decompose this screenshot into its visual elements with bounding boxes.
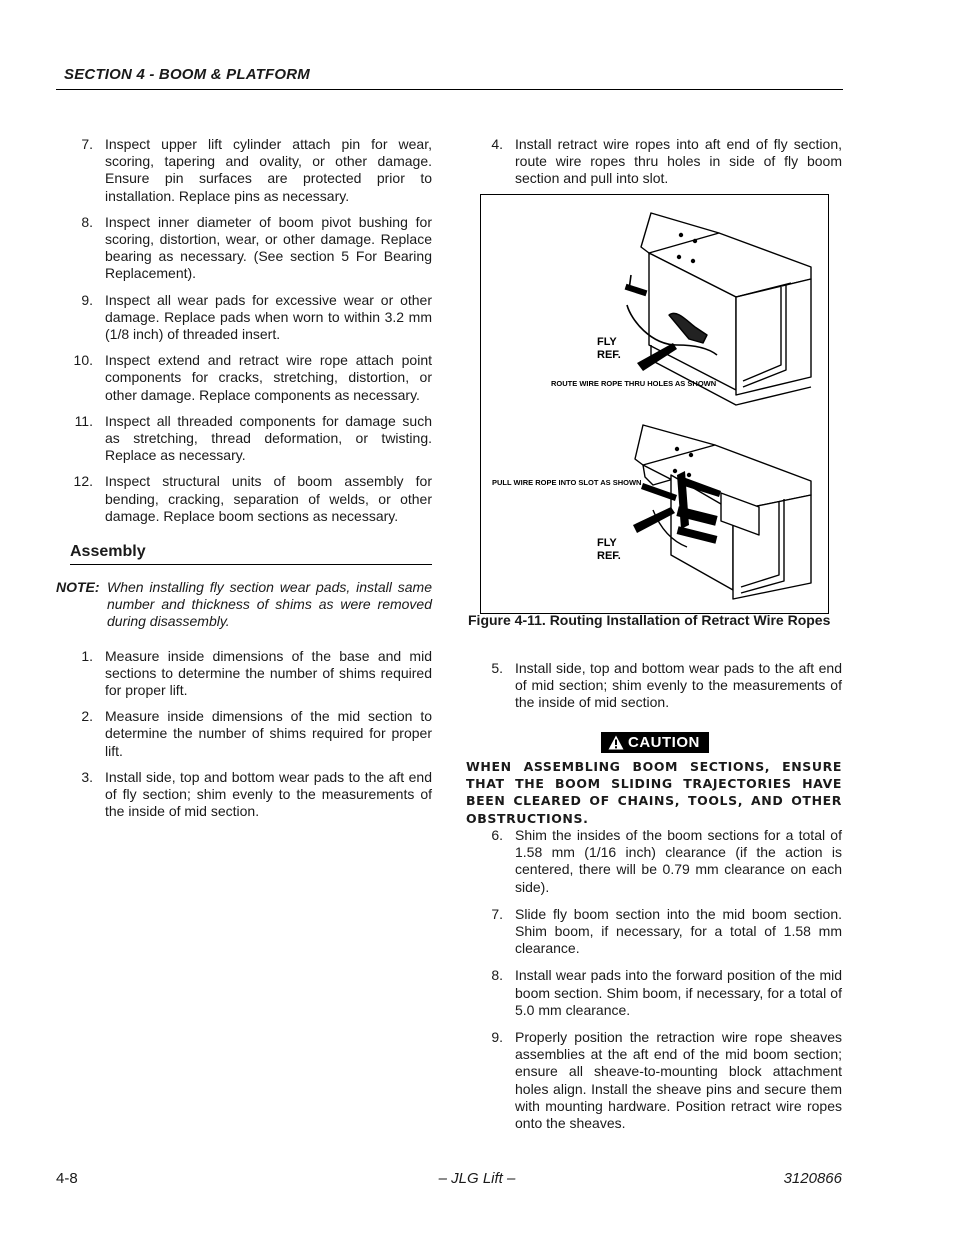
step-text: Install retract wire ropes into aft end of fly section, route wire ropes thru holes in side of fly boom section and pull into slot. bbox=[515, 136, 842, 187]
step-number: 3. bbox=[81, 768, 93, 785]
note-text: When installing fly section wear pads, install same number and thickness of shims as were removed during disassembly. bbox=[107, 579, 432, 630]
step-number: 9. bbox=[491, 1029, 503, 1046]
right-column-step5 bbox=[476, 660, 842, 712]
footer-page-number: 4-8 bbox=[56, 1170, 78, 1187]
step-text: Measure inside dimensions of the base and mid sections to determine the number of shims required for proper lift. bbox=[105, 647, 432, 699]
label-route: ROUTE WIRE ROPE THRU HOLES AS SHOWN bbox=[551, 379, 717, 388]
caution-badge-wrap bbox=[601, 732, 709, 755]
right-column-top bbox=[476, 136, 842, 188]
step-number: 4. bbox=[491, 136, 503, 152]
caution-badge bbox=[601, 732, 709, 753]
caution-text: WHEN ASSEMBLING BOOM SECTIONS, ENSURE THAT THE BOOM SLIDING TRAJECTORIES HAVE BEEN CLEARED OF CHAINS, TOOLS, AND OTHER OBSTRUCTIONS. bbox=[466, 759, 842, 826]
list-item bbox=[66, 352, 432, 404]
step-text: Inspect all threaded components for damage such as stretching, thread deformation, or twisting. Replace as necessary. bbox=[105, 412, 432, 464]
footer-center-text: – JLG Lift – bbox=[438, 1170, 516, 1187]
label-fly-ref-2a: FLY bbox=[597, 537, 617, 549]
right-column-bottom bbox=[476, 827, 842, 1132]
list-item bbox=[476, 660, 842, 712]
step-text: Inspect structural units of boom assembly for bending, cracking, separation of welds, or other damage. Replace boom sections as necessary. bbox=[105, 473, 432, 524]
step-number: 8. bbox=[81, 213, 93, 230]
step-text: Install wear pads into the forward position of the mid boom section. Shim boom, if necessary, for a total of 5.0 mm clearance. bbox=[515, 967, 842, 1018]
list-item bbox=[66, 214, 432, 283]
figure-caption: Figure 4-11. Routing Installation of Retract Wire Ropes bbox=[468, 612, 831, 628]
list-item bbox=[66, 769, 432, 821]
list-item bbox=[476, 827, 842, 896]
step-number: 6. bbox=[491, 827, 503, 843]
upper-rope-end bbox=[625, 284, 648, 297]
label-fly-ref-2b: REF. bbox=[597, 550, 621, 562]
boom-illustration bbox=[481, 195, 828, 613]
note bbox=[56, 579, 432, 631]
list-item bbox=[66, 708, 432, 760]
step-number: 8. bbox=[491, 967, 503, 984]
step-number: 7. bbox=[491, 905, 503, 922]
step-number: 1. bbox=[81, 647, 93, 664]
step-number: 2. bbox=[81, 708, 93, 725]
page-header-title: SECTION 4 - BOOM & PLATFORM bbox=[64, 66, 310, 83]
step-number: 12. bbox=[73, 473, 93, 490]
step-text: Inspect inner diameter of boom pivot bushing for scoring, distortion, wear, or other damage. Replace bearing as necessary. (See section 5 For Bearing Replacement). bbox=[105, 213, 432, 282]
step-text: Inspect extend and retract wire rope attach point components for cracks, stretching, distortion, or other damage. Replace components as necessary. bbox=[105, 352, 432, 403]
list-item bbox=[476, 1029, 842, 1132]
step-text: Inspect upper lift cylinder attach pin for wear, scoring, tapering and ovality, or other damage. Ensure pin surfaces are protected prior to installation. Replace pins as necessary. bbox=[105, 136, 432, 204]
note-label: NOTE: bbox=[56, 579, 100, 596]
list-item bbox=[476, 136, 842, 188]
upper-box-front bbox=[736, 279, 811, 395]
list-item bbox=[66, 648, 432, 700]
step-text: Install side, top and bottom wear pads to the aft end of fly section; shim evenly to the measurements of the inside of mid section. bbox=[105, 768, 432, 820]
step-number: 10. bbox=[73, 352, 93, 369]
step-text: Measure inside dimensions of the mid section to determine the number of shims required for proper lift. bbox=[105, 708, 432, 759]
step-number: 9. bbox=[81, 291, 93, 308]
list-item bbox=[476, 967, 842, 1019]
label-fly-ref-1a: FLY bbox=[597, 336, 617, 348]
label-fly-ref-1b: REF. bbox=[597, 349, 621, 361]
step-text: Shim the insides of the boom sections for a total of 1.58 mm (1/16 inch) clearance (if the action is centered, there will be 0.79 mm clearance on each side). bbox=[515, 827, 842, 895]
label-pull: PULL WIRE ROPE INTO SLOT AS SHOWN bbox=[492, 478, 642, 487]
assembly-heading: Assembly bbox=[70, 543, 432, 565]
step-text: Inspect all wear pads for excessive wear or other damage. Replace pads when worn to within 3.2 mm (1/8 inch) of threaded insert. bbox=[105, 291, 432, 343]
caution-label: CAUTION bbox=[628, 734, 700, 751]
warning-triangle-icon bbox=[608, 735, 624, 750]
footer-doc-number: 3120866 bbox=[783, 1170, 842, 1187]
step-text: Properly position the retraction wire rope sheaves assemblies at the aft end of the mid boom section; ensure all sheave-to-mounting block attachment holes align. Install the sheave pins and secure them with mounting hardware. Position retract wire ropes onto the sheaves. bbox=[515, 1029, 842, 1132]
step-number: 11. bbox=[74, 412, 93, 429]
list-item bbox=[66, 136, 432, 205]
step-text: Install side, top and bottom wear pads to the aft end of mid section; shim evenly to the measurements of the inside of mid section. bbox=[515, 660, 842, 711]
figure-4-11 bbox=[480, 194, 829, 614]
step-number: 7. bbox=[81, 136, 93, 152]
list-item bbox=[66, 413, 432, 465]
list-item bbox=[66, 292, 432, 344]
step-number: 5. bbox=[491, 660, 503, 676]
header-rule bbox=[56, 89, 843, 90]
step-text: Slide fly boom section into the mid boom section. Shim boom, if necessary, for a total of 1.58 mm clearance. bbox=[515, 905, 842, 957]
left-column bbox=[56, 136, 432, 821]
list-item bbox=[66, 473, 432, 525]
list-item bbox=[476, 906, 842, 958]
